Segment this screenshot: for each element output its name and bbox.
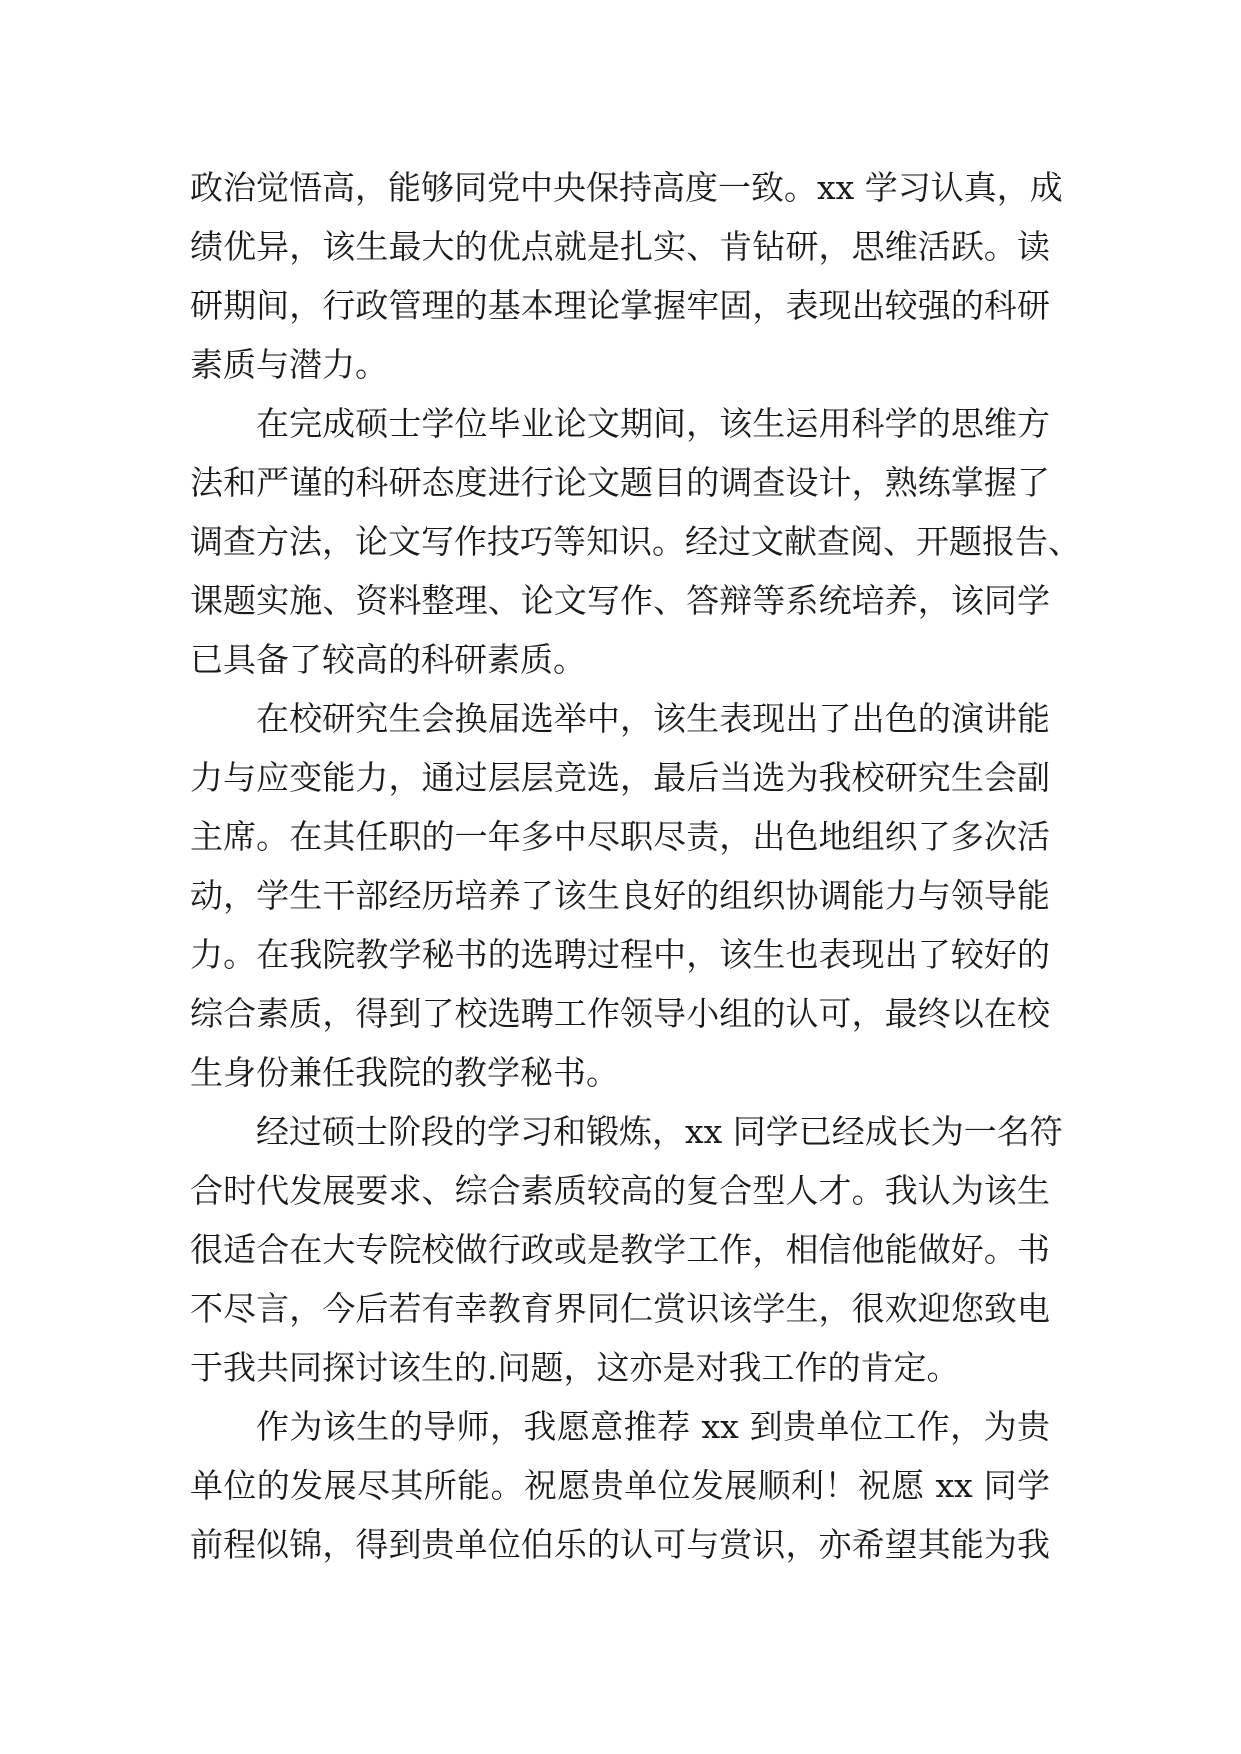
- paragraph: [190, 689, 1050, 1102]
- text-line: 生身份兼任我院的教学秘书。: [190, 1053, 619, 1092]
- text-line: 研期间，行政管理的基本理论掌握牢固，表现出较强的科研: [190, 286, 1050, 325]
- text-line: 单位的发展尽其所能。祝愿贵单位发展顺利！祝愿 xx 同学: [190, 1466, 1050, 1505]
- paragraph: [190, 158, 1063, 394]
- text-line: 前程似锦，得到贵单位伯乐的认可与赏识，亦希望其能为我: [190, 1525, 1050, 1564]
- text-line: 动，学生干部经历培养了该生良好的组织协调能力与领导能: [190, 876, 1050, 915]
- text-line: 力。在我院教学秘书的选聘过程中，该生也表现出了较好的: [190, 935, 1050, 974]
- letter-body: [190, 158, 1081, 1574]
- text-line: 力与应变能力，通过层层竞选，最后当选为我校研究生会副: [190, 758, 1050, 797]
- text-line: 很适合在大专院校做行政或是教学工作，相信他能做好。书: [190, 1230, 1050, 1269]
- text-line: 法和严谨的科研态度进行论文题目的调查设计，熟练掌握了: [190, 463, 1050, 502]
- text-line: 综合素质，得到了校选聘工作领导小组的认可，最终以在校: [190, 994, 1050, 1033]
- text-line: 素质与潜力。: [190, 345, 388, 384]
- text-line: 在校研究生会换届选举中，该生表现出了出色的演讲能: [256, 699, 1050, 738]
- text-line: 不尽言，今后若有幸教育界同仁赏识该学生，很欢迎您致电: [190, 1289, 1050, 1328]
- paragraph: [190, 1397, 1050, 1574]
- text-line: 主席。在其任职的一年多中尽职尽责，出色地组织了多次活: [190, 817, 1050, 856]
- text-line: 调查方法，论文写作技巧等知识。经过文献查阅、开题报告、: [190, 522, 1081, 561]
- text-line: 已具备了较高的科研素质。: [190, 640, 586, 679]
- text-line: 在完成硕士学位毕业论文期间，该生运用科学的思维方: [256, 404, 1050, 443]
- text-line: 政治觉悟高，能够同党中央保持高度一致。xx 学习认真，成: [190, 168, 1063, 207]
- paragraph: [190, 394, 1081, 689]
- paragraph: [190, 1102, 1063, 1397]
- text-line: 作为该生的导师，我愿意推荐 xx 到贵单位工作，为贵: [256, 1407, 1050, 1446]
- text-line: 课题实施、资料整理、论文写作、答辩等系统培养，该同学: [190, 581, 1050, 620]
- text-line: 合时代发展要求、综合素质较高的复合型人才。我认为该生: [190, 1171, 1050, 1210]
- text-line: 于我共同探讨该生的.问题，这亦是对我工作的肯定。: [190, 1348, 960, 1387]
- text-line: 经过硕士阶段的学习和锻炼，xx 同学已经成长为一名符: [256, 1112, 1063, 1151]
- text-line: 绩优异，该生最大的优点就是扎实、肯钻研，思维活跃。读: [190, 227, 1050, 266]
